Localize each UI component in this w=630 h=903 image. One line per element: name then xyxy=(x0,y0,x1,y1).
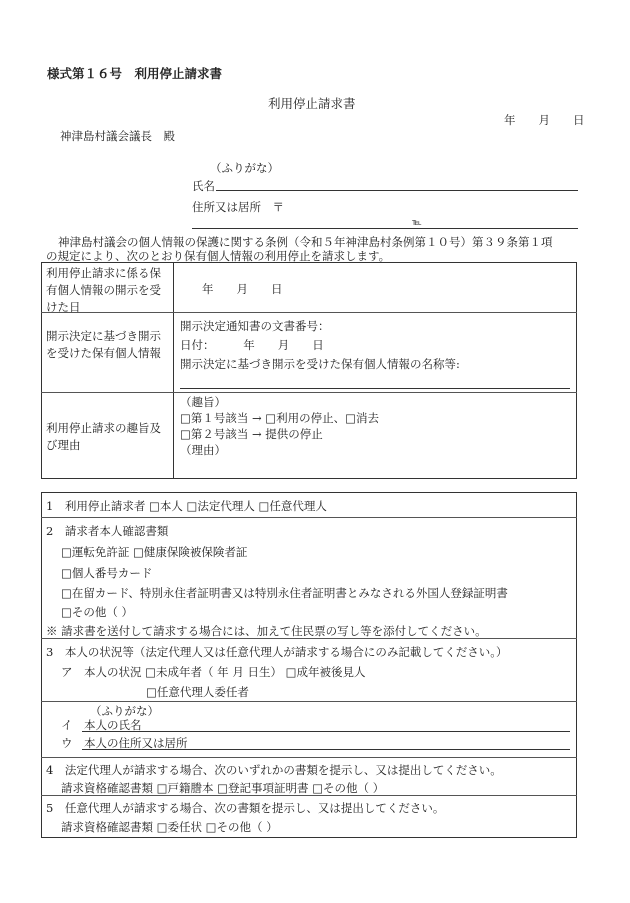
applicant-address-field[interactable] xyxy=(192,228,578,229)
requester-type-options[interactable]: 1 利用停止請求者 □本人 □法定代理人 □任意代理人 xyxy=(46,499,327,513)
id-documents-note: ※ 請求書を送付して請求する場合には、加えて住民票の写し等を添付してください。 xyxy=(46,624,487,638)
principal-furigana-label: （ふりがな） xyxy=(90,704,159,718)
principal-status-option-delegator[interactable]: □任意代理人委任者 xyxy=(146,685,249,699)
id-option-residence-card[interactable]: □在留カード、特別永住者証明書又は特別永住者証明書とみなされる外国人登録証明書 xyxy=(61,586,508,600)
addressee: 神津島村議会議長 殿 xyxy=(60,129,175,143)
table-row-divider xyxy=(41,392,577,393)
id-option-mynumber-card[interactable]: □個人番号カード xyxy=(61,566,153,580)
table-column-divider xyxy=(173,262,174,479)
id-documents-heading: 2 請求者本人確認書類 xyxy=(46,524,169,538)
purpose-option-1[interactable]: □第１号該当 → □利用の停止、□消去 xyxy=(180,411,380,425)
voluntary-rep-doc-options[interactable]: 請求資格確認書類 □委任状 □その他（ ） xyxy=(61,820,278,834)
purpose-heading: （趣旨） xyxy=(180,395,226,409)
subsection-divider xyxy=(41,701,577,702)
legal-rep-doc-options[interactable]: 請求資格確認書類 □戸籍謄本 □登記事項証明書 □その他（ ） xyxy=(61,781,385,795)
principal-address-label: ウ 本人の住所又は居所 xyxy=(61,736,188,750)
page-title: 利用停止請求書 xyxy=(268,96,356,111)
disclosed-info-label: 開示決定に基づき開示を受けた保有個人情報 xyxy=(46,329,161,360)
applicant-name-field[interactable] xyxy=(216,190,578,191)
form-number: 様式第１６号 利用停止請求書 xyxy=(47,66,223,81)
applicant-furigana-label: （ふりがな） xyxy=(210,161,279,175)
purpose-reason-label: 利用停止請求の趣旨及び理由 xyxy=(46,421,161,452)
section-divider xyxy=(41,757,577,758)
intro-line-1: 神津島村議会の個人情報の保護に関する条例（令和５年神津島村条例第１０号）第３９条第１項 xyxy=(58,235,553,249)
section-divider xyxy=(41,517,577,518)
reason-heading: （理由） xyxy=(180,443,226,457)
date-line[interactable]: 年 月 日 xyxy=(504,113,585,127)
disclosed-info-name-label: 開示決定に基づき開示を受けた保有個人情報の名称等: xyxy=(180,357,460,371)
applicant-address-label: 住所又は居所 〒 xyxy=(192,200,284,214)
doc-number-field[interactable]: 開示決定通知書の文書番号： xyxy=(180,319,330,333)
principal-address-field[interactable] xyxy=(82,749,570,750)
legal-rep-heading: 4 法定代理人が請求する場合、次のいずれかの書類を提示し、又は提出してください。 xyxy=(46,763,502,777)
principal-status-options[interactable]: ア 本人の状況 □未成年者（ 年 月 日生） □成年被後見人 xyxy=(61,665,366,679)
id-option-other[interactable]: □その他（ ） xyxy=(61,605,134,619)
id-option-license-insurance[interactable]: □運転免許証 □健康保険被保険者証 xyxy=(61,545,248,559)
principal-name-label: イ 本人の氏名 xyxy=(61,718,142,732)
disclosure-date-label: 利用停止請求に係る保有個人情報の開示を受けた日 xyxy=(46,266,161,314)
applicant-tel-label: ℡ xyxy=(412,218,422,228)
disclosure-date-field[interactable]: 年 月 日 xyxy=(202,282,283,296)
principal-name-field[interactable] xyxy=(82,731,570,732)
intro-line-2: の規定により、次のとおり保有個人情報の利用停止を請求します。 xyxy=(46,249,391,263)
voluntary-rep-heading: 5 任意代理人が請求する場合、次の書類を提示し、又は提出してください。 xyxy=(46,801,445,815)
purpose-option-2[interactable]: □第２号該当 → 提供の停止 xyxy=(180,427,323,441)
disclosed-info-name-field[interactable] xyxy=(180,388,570,389)
applicant-name-label: 氏名 xyxy=(192,179,215,193)
notice-date-field[interactable]: 日付： 年 月 日 xyxy=(180,338,324,352)
principal-status-heading: 3 本人の状況等（法定代理人又は任意代理人が請求する場合にのみ記載してください。） xyxy=(46,645,508,659)
